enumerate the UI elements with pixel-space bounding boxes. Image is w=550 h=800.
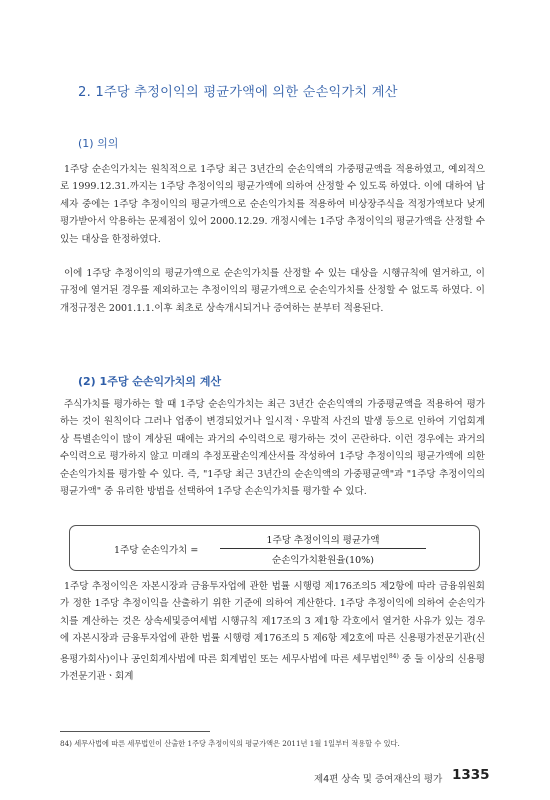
footnote-divider [60,731,210,732]
paragraph-calculation: 주식가치를 평가하는 할 때 1주당 순손익가치는 최근 3년간 순손익액의 가중평균액을 적용하여 평가하는 것이 원칙이다 그러나 업종이 변경되었거나 일시적ㆍ우발적 사건의 발생 등으로 인하여 기업회계상 특별손익이 많이 계상된 때에는 과거의 수익력으로 평가하는 것이 곤란하다. 이런 경우에는 과거의 수익력으로 평가하지 않고 미래의 추정포괄손익계산서를 작성하여 1주당 추정이익의 평균가액에 의한 순손익가치를 평가할 수 있다. 즉, "1주당 최근 3년간의 순손익액의 가중평균액"과 "1주당 추정이익의 평균가액" 중 유리한 방법을 선택하여 1주당 손손익가치를 평가할 수 있다. [60,399,485,498]
fraction-bar [220,548,426,549]
section-title: 2. 1주당 추정이익의 평균가액에 의한 순손익가치 계산 [78,85,398,100]
subsection-title-calculation: (2) 1주당 순손익가치의 계산 [78,375,222,388]
formula-denominator: 순손익가치환원율(10%) [272,555,374,566]
paragraph-estimated-profit [60,578,485,686]
formula-box [69,525,480,571]
paragraph-estimated-profit-tail: 중 둘 이상의 신용평가전문기관ㆍ회계 [60,653,486,683]
footnote-reference[interactable]: 84) [388,652,399,660]
footnote: 84) 세무사법에 따른 세무법인이 산출한 1주당 추정이익의 평균가액은 2011년 1월 1일부터 적용할 수 있다. [60,739,400,748]
formula-label: 1주당 순손익가치 = [114,545,199,556]
page-number: 1335 [452,767,490,783]
footer-chapter-title: 제4편 상속 및 증여재산의 평가 [314,774,443,785]
paragraph-meaning-1: 1주당 순손익가치는 원칙적으로 1주당 최근 3년간의 순손익액의 가중평균액을 적용하였고, 예외적으로 1999.12.31.까지는 1주당 추정이익의 평균가액에 의하여 산정할 수 있도록 하였다. 이에 대하여 납세자 중에는 1주당 추정이익의 평균가액으로 순손익가치를 적용하여 비상장주식을 적정가액보다 낮게 평가받아서 악용하는 문제점이 있어 2000.12.29. 개정시에는 1주당 추정이익의 평균가액을 산정할 수 있는 대상을 한정하였다. [60,164,485,245]
subsection-title-meaning: (1) 의의 [78,137,119,150]
paragraph-estimated-profit-text: 1주당 추정이익은 자본시장과 금융투자업에 관한 법률 시행령 제176조의5 제2항에 따라 금융위원회가 정한 1주당 추정이익을 산출하기 위한 기준에 의하여 계산한다. 1주당 추정이익에 의하여 순손익가치를 계산하는 것은 상속세및증여세법 시행규칙 제17조의 3 제1항 각호에서 열거한 사유가 있는 경우에 자본시장과 금융투자업에 관한 법률 시행령 제176조의 5 제6항 제2호에 따른 신용평가전문기관(신용평가회사)이나 공인회계사법에 따른 회계법인 또는 세무사법에 따른 세무법인 [60,581,485,665]
paragraph-meaning-2: 이에 1주당 추정이익의 평균가액으로 순손익가치를 산정할 수 있는 대상을 시행규칙에 열거하고, 이 규정에 열거된 경우를 제외하고는 추정이익의 평균가액으로 순손익가치를 산정할 수 없도록 하였다. 이 개정규정은 2001.1.1.이후 최초로 상속개시되거나 증여하는 분부터 적용된다. [60,268,485,314]
formula-numerator: 1주당 추정이익의 평균가액 [266,535,380,546]
